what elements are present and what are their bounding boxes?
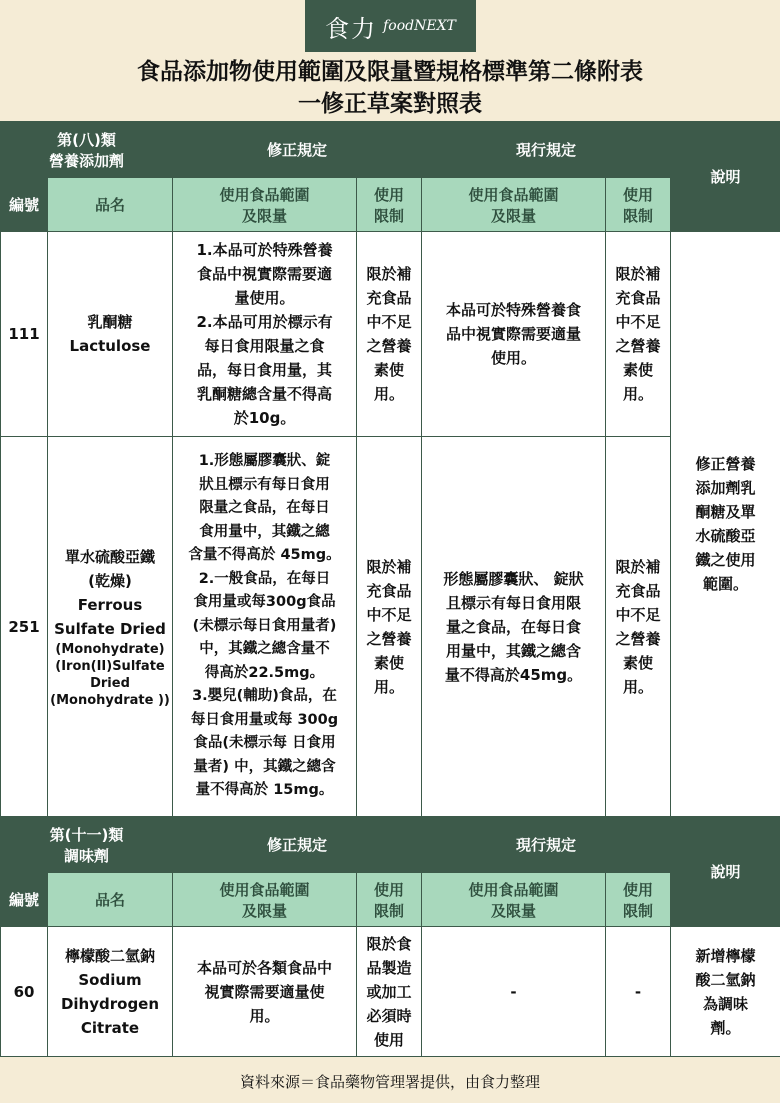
row-111-revised-limit: 限於補 充食品 中不足 之營養 素使 用。	[357, 232, 422, 437]
row-60-current-scope: -	[422, 927, 606, 1057]
section8-sub-name: 品名	[48, 178, 173, 232]
row-251-name-sub: (Monohydrate) (Iron(II)Sulfate Dried (Monohydrate ))	[50, 641, 170, 708]
section8-header-row	[1, 122, 780, 178]
section8-category: 第(八)類 營養添加劑	[1, 122, 173, 178]
section11-sub-revised-limit: 使用 限制	[357, 873, 422, 927]
row-60-current-limit: -	[606, 927, 671, 1057]
section11-sub-revised-scope: 使用食品範圍 及限量	[173, 873, 357, 927]
section8-col-note: 說明	[671, 122, 780, 232]
row-60-no: 60	[1, 927, 48, 1057]
row-111-no: 111	[1, 232, 48, 437]
row-60-note: 新增檸檬 酸二氫鈉 為調味 劑。	[671, 927, 780, 1057]
section8-sub-no: 編號	[1, 178, 48, 232]
logo-cn: 食力	[325, 14, 378, 43]
section8-subheader-row	[1, 178, 780, 232]
row-111-current-scope: 本品可於特殊營養食 品中視實際需要適量 使用。	[422, 232, 606, 437]
row-60-name: 檸檬酸二氫鈉 Sodium Dihydrogen Citrate	[48, 927, 173, 1057]
section11-sub-current-limit: 使用 限制	[606, 873, 671, 927]
title-line-2: 一修正草案對照表	[298, 91, 482, 117]
section8-note: 修正營養 添加劑乳 酮糖及單 水硫酸亞 鐵之使用 範圍。	[671, 232, 780, 817]
section11-col-note: 說明	[671, 817, 780, 927]
row-60-revised-limit: 限於食 品製造 或加工 必須時 使用	[357, 927, 422, 1057]
table-row-251	[1, 437, 780, 817]
row-111-revised-scope: 1.本品可於特殊營養 食品中視實際需要適 量使用。 2.本品可用於標示有 每日食用限量之食 品，每日食用量，其 乳酮糖總含量不得高 於10g。	[173, 232, 357, 437]
title-line-1: 食品添加物使用範圍及限量暨規格標準第二條附表	[137, 59, 643, 85]
section11-col-revised: 修正規定	[173, 817, 422, 873]
logo-en: foodNEXT	[383, 18, 456, 34]
section11-sub-no: 編號	[1, 873, 48, 927]
page-title	[0, 56, 780, 120]
row-111-name: 乳酮糖 Lactulose	[48, 232, 173, 437]
section11-sub-current-scope: 使用食品範圍 及限量	[422, 873, 606, 927]
section8-sub-revised-limit: 使用 限制	[357, 178, 422, 232]
section11-subheader-row	[1, 873, 780, 927]
row-251-revised-scope: 1.形態屬膠囊狀、錠 狀且標示有每日食用 限量之食品，在每日 食用量中，其鐵之總 含量不得高於 45mg。 2.一般食品，在每日 食用量或每300g食品 (未標示每日食用量者) 中，其鐵之總含量不 得高於22.5mg。 3.嬰兒(輔助)食品，在 每日食用量或每 300g 食品(未標示每 日食用 量者) 中，其鐵之總含 量不得高於 15mg。	[173, 437, 357, 817]
row-251-name: 單水硫酸亞鐵 (乾燥) Ferrous Sulfate Dried (Monohydrate) (Iron(II)Sulfate Dried (Monohydrate ))	[48, 437, 173, 817]
source-footer: 資料來源＝食品藥物管理署提供，由食力整理	[239, 1073, 540, 1091]
table-row-111	[1, 232, 780, 437]
row-251-revised-limit: 限於補 充食品 中不足 之營養 素使 用。	[357, 437, 422, 817]
section11-header-row	[1, 817, 780, 873]
section11-sub-name: 品名	[48, 873, 173, 927]
comparison-table	[0, 121, 780, 1057]
section8-sub-revised-scope: 使用食品範圍 及限量	[173, 178, 357, 232]
section11-category: 第(十一)類 調味劑	[1, 817, 173, 873]
row-60-revised-scope: 本品可於各類食品中 視實際需要適量使 用。	[173, 927, 357, 1057]
table-row-60	[1, 927, 780, 1057]
row-251-current-scope: 形態屬膠囊狀、 錠狀 且標示有每日食用限 量之食品，在每日食 用量中，其鐵之總含 量不得高於45mg。	[422, 437, 606, 817]
row-251-no: 251	[1, 437, 48, 817]
section8-sub-current-limit: 使用 限制	[606, 178, 671, 232]
section8-sub-current-scope: 使用食品範圍 及限量	[422, 178, 606, 232]
row-251-current-limit: 限於補 充食品 中不足 之營養 素使 用。	[606, 437, 671, 817]
section11-col-current: 現行規定	[422, 817, 671, 873]
section8-col-current: 現行規定	[422, 122, 671, 178]
row-111-current-limit: 限於補 充食品 中不足 之營養 素使 用。	[606, 232, 671, 437]
section8-col-revised: 修正規定	[173, 122, 422, 178]
foodnext-logo	[305, 0, 476, 52]
